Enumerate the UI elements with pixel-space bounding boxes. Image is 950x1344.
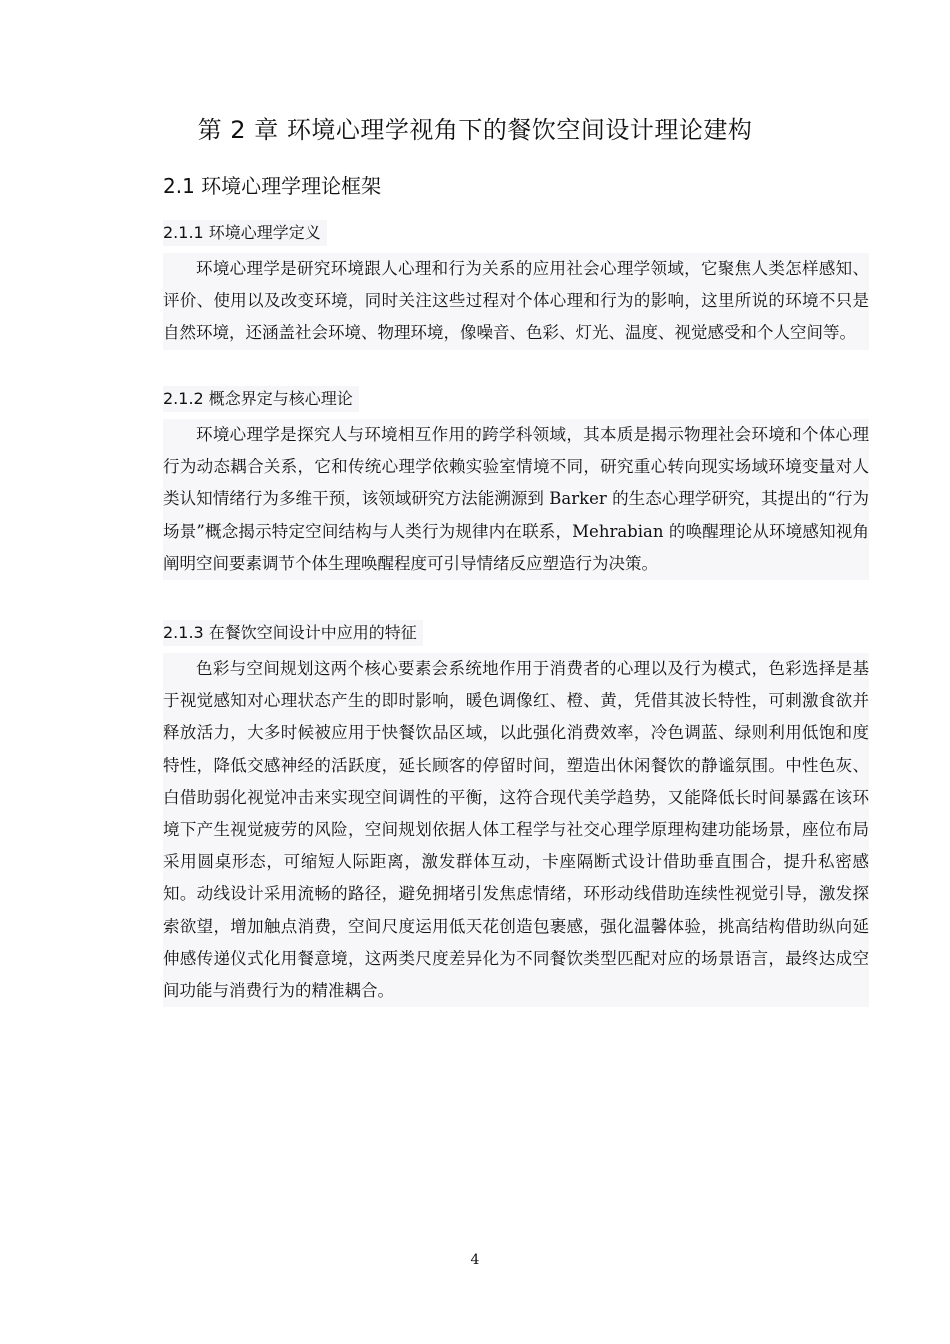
chapter-title: 第 2 章 环境心理学视角下的餐饮空间设计理论建构 xyxy=(197,116,753,144)
paragraph-core-theory: 环境心理学是探究人与环境相互作用的跨学科领域，其本质是揭示物理社会环境和个体心理行为动态耦合关系，它和传统心理学依赖实验室情境不同，研究重心转向现实场域环境变量对人类认知情绪行为多维干预，该领域研究方法能溯源到 Barker 的生态心理学研究，其提出的“行为场景”概念揭示特定空间结构与人类行为规律内在联系，Mehrabian 的唤醒理论从环境感知视角阐明空间要素调节个体生理唤醒程度可引导情绪反应塑造行为决策。 xyxy=(163,419,869,580)
subsection-title-2-1-2: 2.1.2 概念界定与核心理论 xyxy=(163,386,359,412)
paragraph-dining-space-application: 色彩与空间规划这两个核心要素会系统地作用于消费者的心理以及行为模式，色彩选择是基于视觉感知对心理状态产生的即时影响，暖色调像红、橙、黄，凭借其波长特性，可刺激食欲并释放活力，大多时候被应用于快餐饮品区域，以此强化消费效率，冷色调蓝、绿则利用低饱和度特性，降低交感神经的活跃度，延长顾客的停留时间，塑造出休闲餐饮的静谧氛围。中性色灰、白借助弱化视觉冲击来实现空间调性的平衡，这符合现代美学趋势，又能降低长时间暴露在该环境下产生视觉疲劳的风险，空间规划依据人体工程学与社交心理学原理构建功能场景，座位布局采用圆桌形态，可缩短人际距离，激发群体互动，卡座隔断式设计借助垂直围合，提升私密感知。动线设计采用流畅的路径，避免拥堵引发焦虑情绪，环形动线借助连续性视觉引导，激发探索欲望，增加触点消费，空间尺度运用低天花创造包裹感，强化温馨体验，挑高结构借助纵向延伸感传递仪式化用餐意境，这两类尺度差异化为不同餐饮类型匹配对应的场景语言，最终达成空间功能与消费行为的精准耦合。 xyxy=(163,653,869,1007)
paragraph-environmental-psychology-definition: 环境心理学是研究环境跟人心理和行为关系的应用社会心理学领域，它聚焦人类怎样感知、评价、使用以及改变环境，同时关注这些过程对个体心理和行为的影响，这里所说的环境不只是自然环境，还涵盖社会环境、物理环境，像噪音、色彩、灯光、温度、视觉感受和个人空间等。 xyxy=(163,253,869,350)
page-number: 4 xyxy=(470,1252,480,1268)
section-title: 2.1 环境心理学理论框架 xyxy=(163,174,382,198)
subsection-title-2-1-3: 2.1.3 在餐饮空间设计中应用的特征 xyxy=(163,620,423,646)
subsection-title-2-1-1: 2.1.1 环境心理学定义 xyxy=(163,220,327,246)
